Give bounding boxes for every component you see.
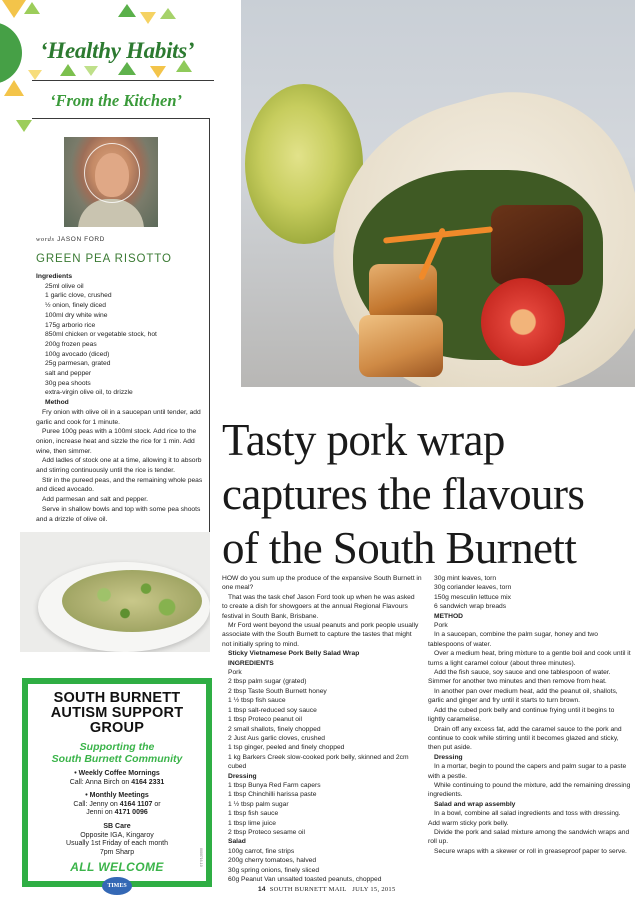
ingredient-item: 1 ½ tbsp fish sauce	[228, 697, 286, 705]
article-column-2	[428, 574, 632, 856]
recipe-body	[36, 272, 208, 524]
issue-date: JULY 15, 2015	[352, 886, 396, 893]
article-paragraph: That was the task chef Jason Ford took up when he was asked to create a dish for showgoers at the annual Regional Flavours festival in South Bank, Brisbane.	[222, 593, 415, 620]
column-title: ‘Healthy Habits’	[40, 38, 195, 63]
method-step: Serve in shallow bowls and top with some pea shoots and a drizzle of olive oil.	[36, 505, 201, 523]
decorative-triangle	[4, 80, 24, 96]
decorative-triangle	[60, 64, 76, 76]
ad-coffee-phone: 4164 2331	[131, 778, 165, 786]
ad-monthly-or: or	[152, 800, 161, 808]
ingredient-item: 1 tbsp Proteco peanut oil	[228, 716, 302, 724]
ad-monthly-call: Call: Jenny on	[73, 800, 120, 808]
decorative-triangle	[28, 70, 42, 80]
method-step: Puree 100g peas with a 100ml stock. Add rice to the onion, increase heat and sizzle the rice for 1 min. Add wine, then simmer.	[36, 428, 197, 455]
ad-title-line: GROUP	[89, 720, 145, 736]
divider	[32, 80, 214, 81]
ingredient-item: 1 tbsp lime juice	[228, 819, 276, 827]
ingredient-item: extra-virgin olive oil, to drizzle	[45, 389, 133, 397]
ingredient-item: 1 garlic clove, crushed	[45, 292, 112, 300]
method-heading: Method	[45, 399, 69, 407]
article-paragraph: Mr Ford went beyond the usual peanuts and pork people usually associate with the South Burnett to capture the tastes that might not initially spring to mind.	[222, 622, 419, 648]
byline-author: JASON FORD	[57, 236, 105, 243]
method-step: Add ladles of stock one at a time, allowing it to absorb and stirring continuously until the rice is tender.	[36, 457, 202, 475]
method-step: Divide the pork and salad mixture among the sandwich wraps and roll up.	[428, 828, 630, 846]
ingredient-item: 25ml olive oil	[45, 282, 84, 290]
method-step: Secure wraps with a skewer or roll in greaseproof paper to serve.	[434, 847, 627, 855]
pork-heading: Pork	[228, 669, 242, 677]
ad-coffee-contact	[28, 779, 206, 788]
method-step: Fry onion with olive oil in a saucepan until tender, add garlic and cook for 1 minute.	[36, 408, 201, 426]
ad-title-line: SOUTH BURNETT	[53, 690, 181, 706]
decorative-triangle	[16, 120, 32, 132]
ad-monthly-phone: 4164 1107	[119, 800, 153, 808]
ingredient-item: 1 tbsp fish sauce	[228, 810, 279, 818]
decorative-triangle	[150, 66, 166, 78]
ingredients-heading: Ingredients	[36, 273, 73, 280]
decorative-triangle	[24, 2, 40, 14]
page-footer	[258, 886, 396, 893]
method-step: Add the cubed pork belly and continue frying until it begins to lightly caramelise.	[428, 706, 615, 724]
ingredient-item: 1 tsp ginger, peeled and finely chopped	[228, 744, 345, 752]
ad-code: 0000716-10	[199, 848, 203, 867]
ingredient-item: 200g cherry tomatoes, halved	[228, 857, 317, 865]
method-step: In another pan over medium heat, add the peanut oil, shallots, garlic and ginger and fry until it starts to turn brown.	[428, 687, 618, 705]
method-dressing-heading: Dressing	[434, 753, 463, 761]
ad-sbcare-line: Opposite IGA, Kingaroy	[80, 831, 154, 839]
ingredient-item: 1 tbsp Bunya Red Farm capers	[228, 781, 321, 789]
ad-monthly-heading: • Monthly Meetings	[85, 792, 149, 800]
ingredient-item: 6 sandwich wrap breads	[434, 603, 507, 611]
ingredient-item: 2 tbsp palm sugar (grated)	[228, 678, 307, 686]
method-salad-heading: Salad and wrap assembly	[434, 800, 516, 808]
method-step: Drain off any excess fat, add the caramel sauce to the pork and continue to cook while stirring until it becomes glazed and sticky, then put aside.	[428, 725, 622, 752]
newspaper-name: SOUTH BURNETT MAIL	[269, 886, 347, 893]
byline-prefix: words	[36, 236, 55, 243]
recipe-name: Sticky Vietnamese Pork Belly Salad Wrap	[228, 650, 360, 658]
ingredient-item: 1 kg Barkers Creek slow-cooked pork belly, skinned and 2cm cubed	[228, 753, 409, 771]
method-step: Over a medium heat, bring mixture to a gentle boil and cook until it turns a light caramel colour (about three minutes).	[428, 650, 631, 667]
article-column-1	[222, 574, 422, 884]
ingredient-item: 2 tbsp Taste South Burnett honey	[228, 687, 327, 695]
ad-monthly-contact	[28, 801, 206, 810]
ad-logo: TIMES	[102, 877, 132, 895]
decorative-triangle	[160, 8, 176, 19]
ad-title-line: AUTISM SUPPORT	[50, 705, 184, 721]
headline-line: of the South Burnett	[222, 523, 577, 573]
ad-sbcare-line: 7pm Sharp	[99, 848, 135, 856]
article-paragraph: HOW do you sum up the produce of the expansive South Burnett in one meal?	[222, 575, 422, 592]
ingredient-item: 25g parmesan, grated	[45, 360, 111, 368]
left-column	[0, 0, 213, 899]
photo-pork	[359, 315, 443, 377]
decorative-triangle	[2, 0, 26, 18]
method-pork-heading: Pork	[434, 622, 448, 630]
ad-monthly-call-2: Jenni on	[86, 809, 115, 817]
headline-line: Tasty pork wrap	[222, 415, 505, 465]
byline	[36, 236, 105, 243]
photo-tomato	[481, 278, 565, 366]
ingredient-item: 150g mesculin lettuce mix	[434, 593, 511, 601]
ingredient-item: 175g arborio rice	[45, 321, 96, 329]
ad-welcome: ALL WELCOME	[70, 860, 164, 875]
ingredient-item: 200g frozen peas	[45, 340, 97, 348]
ad-title	[28, 691, 206, 736]
column-subtitle: ‘From the Kitchen’	[50, 91, 183, 110]
ingredient-item: 30g spring onions, finely sliced	[228, 866, 320, 874]
risotto-photo	[20, 532, 210, 652]
salad-heading: Salad	[228, 838, 246, 846]
photo-ring	[84, 143, 140, 203]
ingredient-item: 1 tbsp salt-reduced soy sauce	[228, 706, 317, 714]
photo-shirt	[78, 199, 144, 227]
ingredient-item: 30g mint leaves, torn	[434, 575, 497, 582]
ad-monthly-phone-2: 4171 0096	[114, 809, 148, 817]
ad-tagline	[28, 741, 206, 765]
ingredient-item: 30g pea shoots	[45, 379, 91, 387]
method-heading: METHOD	[434, 612, 463, 620]
ingredients-heading: INGREDIENTS	[228, 659, 274, 667]
advertisement	[22, 678, 212, 890]
decorative-triangle	[118, 4, 136, 17]
photo-pork	[491, 205, 583, 285]
recipe-title: GREEN PEA RISOTTO	[36, 253, 172, 265]
wrap-photo	[241, 0, 635, 387]
ingredient-item: 60g Peanut Van unsalted toasted peanuts, chopped	[228, 876, 382, 883]
decorative-shape	[0, 22, 22, 84]
ingredient-item: 850ml chicken or vegetable stock, hot	[45, 331, 157, 339]
ingredient-item: 100ml dry white wine	[45, 311, 108, 319]
ad-sbcare-heading: SB Care	[103, 822, 131, 830]
ad-coffee-call: Call: Anna Birch on	[69, 778, 132, 786]
headline-line: captures the flavours	[222, 469, 585, 519]
ingredient-item: 2 small shallots, finely chopped	[228, 725, 321, 733]
photo-risotto	[62, 570, 202, 632]
ad-tagline-line: South Burnett Community	[51, 753, 183, 765]
ad-sbcare-line: Usually 1st Friday of each month	[66, 840, 168, 848]
method-step: Add parmesan and salt and pepper.	[42, 496, 148, 504]
ingredient-item: 100g carrot, fine strips	[228, 847, 295, 855]
method-step: Stir in the pureed peas, and the remaining whole peas and diced avocado.	[36, 476, 203, 494]
method-step: In a bowl, combine all salad ingredients and toss with dressing. Add warm sticky pork belly.	[428, 810, 621, 827]
method-step: In a saucepan, combine the palm sugar, honey and two tablespoons of water.	[428, 631, 598, 648]
dressing-heading: Dressing	[228, 772, 257, 780]
method-step: Add the fish sauce, soy sauce and one tablespoon of water. Simmer for another two minutes and then remove from heat.	[428, 669, 611, 686]
ingredient-item: 30g coriander leaves, torn	[434, 584, 512, 592]
ingredient-item: 1 ½ tbsp palm sugar	[228, 800, 289, 808]
ad-monthly-contact-2	[28, 809, 206, 818]
ingredient-item: ½ onion, finely diced	[45, 302, 106, 310]
method-step: While continuing to pound the mixture, add the remaining dressing ingredients.	[428, 781, 631, 799]
article-headline	[222, 413, 632, 575]
decorative-triangle	[140, 12, 156, 24]
method-step: In a mortar, begin to pound the capers and palm sugar to a paste with a pestle.	[428, 763, 627, 780]
decorative-triangle	[84, 66, 98, 76]
ad-coffee-heading: • Weekly Coffee Mornings	[74, 770, 160, 777]
ingredient-item: 100g avocado (diced)	[45, 350, 110, 358]
author-photo	[64, 137, 158, 227]
ingredient-item: 2 tbsp Proteco sesame oil	[228, 828, 305, 836]
page-number: 14	[258, 886, 266, 893]
ingredient-item: 1 tbsp Chinchilli harissa paste	[228, 791, 317, 799]
ad-tagline-line: Supporting the	[79, 741, 155, 753]
ingredient-item: 2 Just Aus garlic cloves, crushed	[228, 734, 326, 742]
ingredient-item: salt and pepper	[45, 370, 92, 378]
